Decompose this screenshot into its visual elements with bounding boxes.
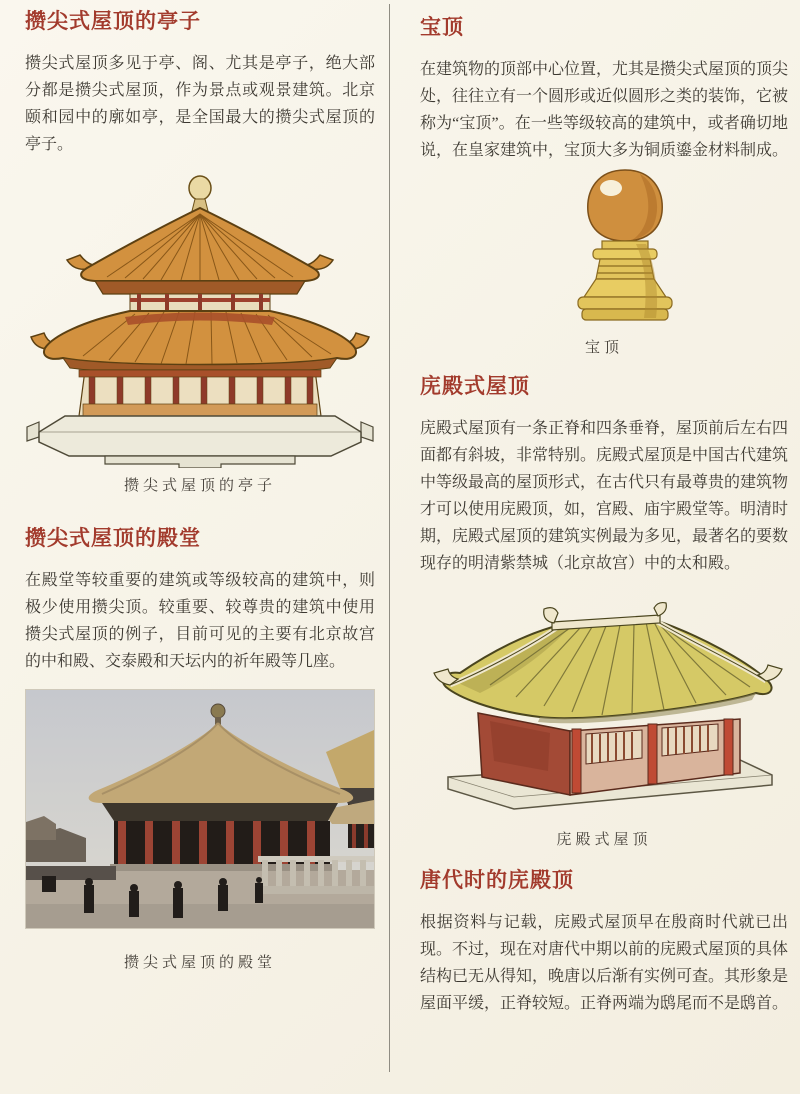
right-column: [420, 0, 788, 1017]
hall-photograph: [25, 689, 375, 929]
section-pavilion-hall: [25, 527, 375, 972]
section-heading: 攒尖式屋顶的亭子: [25, 10, 201, 33]
lower-roof: [31, 311, 369, 373]
section-heading: 宝顶: [420, 16, 464, 39]
section-body: 在殿堂等较重要的建筑或等级较高的建筑中，则极少使用攒尖顶。较重要、较尊贵的建筑中使用攒尖式屋顶的例子，目前可见的主要有北京故宫的中和殿、交泰殿和天坛内的祈年殿等几座。: [25, 572, 375, 670]
upper-roof: [67, 208, 333, 294]
figure-caption: 宝顶: [584, 340, 623, 356]
figure-caption: 庑殿式屋顶: [556, 832, 652, 848]
figure-caption: 攒尖式屋顶的殿堂: [123, 955, 276, 971]
section-tang-hip-roof: [420, 869, 788, 1017]
section-body: 在建筑物的顶部中心位置，尤其是攒尖式屋顶的顶尖处，往往立有一个圆形或近似圆形之类的装饰，它被称为“宝顶”。在一些等级较高的建筑中，或者确切地说，在皇家建筑中，宝顶大多为铜质鎏金材料制成。: [420, 61, 789, 159]
section-baoding: [420, 16, 788, 357]
figure-caption: 攒尖式屋顶的亭子: [123, 478, 276, 494]
figure-pavilion: [25, 168, 375, 495]
stone-platform: [27, 416, 373, 468]
hip-roof-illustration: [420, 601, 788, 816]
section-pavilion-roof: [25, 10, 375, 495]
finial-knob: [588, 170, 662, 241]
baoding-finial-illustration: [540, 166, 710, 332]
section-heading: 庑殿式屋顶: [420, 375, 530, 398]
finial-ball: [189, 176, 211, 211]
figure-hall-photo: [25, 689, 375, 972]
section-body: 攒尖式屋顶多见于亭、阁、尤其是亭子，绝大部分都是攒尖式屋顶，作为景点或观景建筑。北京颐和园中的廓如亭，是全国最大的攒尖式屋顶的亭子。: [25, 55, 375, 153]
pavilion-illustration: [25, 168, 375, 468]
column-divider: [389, 4, 390, 1072]
section-hip-roof: [420, 375, 788, 849]
section-heading: 攒尖式屋顶的殿堂: [25, 527, 201, 550]
left-column: [25, 0, 375, 972]
roof: [434, 603, 782, 724]
section-body: 根据资料与记载，庑殿式屋顶早在殷商时代就已出现。不过，现在对唐代中期以前的庑殿式屋顶的具体结构已无从得知，晚唐以后渐有实例可查。其形象是屋面平缓，正脊较短。正脊两端为鸱尾而不是鸱首。: [420, 914, 789, 1012]
section-heading: 唐代时的庑殿顶: [420, 869, 574, 892]
finial-base: [578, 241, 672, 320]
colonnade: [79, 370, 321, 416]
figure-baoding: [420, 166, 788, 357]
section-body: 庑殿式屋顶有一条正脊和四条垂脊，屋顶前后左右四面都有斜坡，非常特别。庑殿式屋顶是中国古代建筑中等级最高的屋顶形式，在古代只有最尊贵的建筑物才可以使用庑殿顶，如，宫殿、庙宇殿堂等。明清时期，庑殿式屋顶的建筑实例最为多见，最著名的要数现存的明清紫禁城（北京故宫）中的太和殿。: [420, 420, 789, 572]
upper-gallery: [130, 294, 270, 311]
figure-hip-roof: [420, 601, 788, 849]
